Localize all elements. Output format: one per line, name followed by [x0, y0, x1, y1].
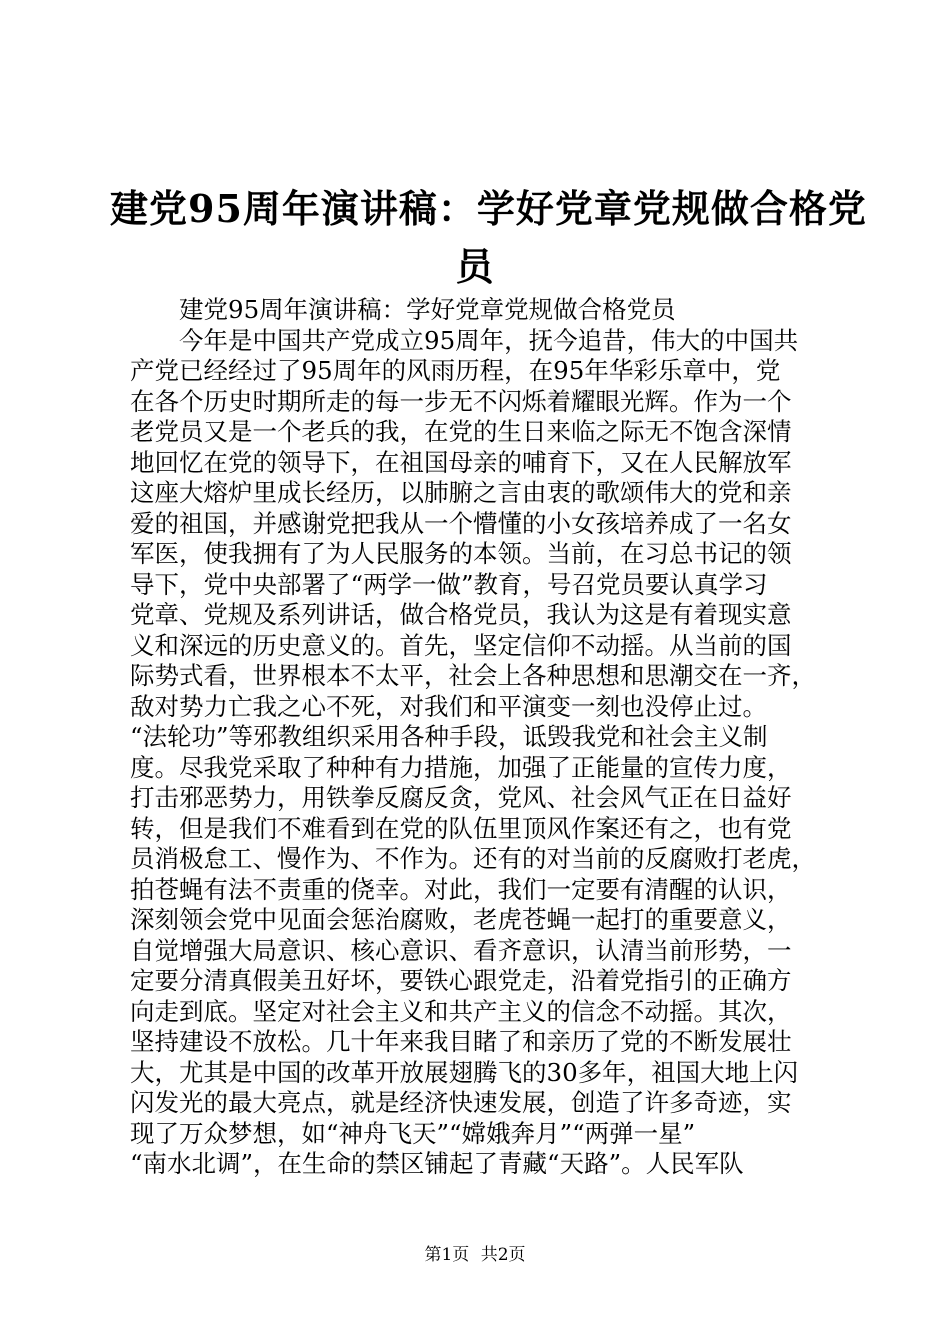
- paragraph-line: 拍苍蝇有法不责重的侥幸。对此，我们一定要有清醒的认识，: [130, 874, 792, 904]
- paragraph-line: 际势式看，世界根本不太平，社会上各种思想和思潮交在一齐，: [130, 661, 816, 690]
- document-body: [130, 295, 830, 1180]
- paragraph-line: 现了万众梦想，如“神舟飞天”“嫦娥奔月”“两弹一星”: [130, 1118, 696, 1148]
- title-line-2: 员: [455, 244, 495, 289]
- paragraph-line: 军医，使我拥有了为人民服务的本领。当前，在习总书记的领: [130, 539, 792, 568]
- paragraph-line: 义和深远的历史意义的。首先，坚定信仰不动摇。从当前的国: [130, 630, 792, 660]
- page-total: 共2页: [480, 1245, 526, 1265]
- paragraph-line: 产党已经经过了95周年的风雨历程，在95年华彩乐章中，党: [130, 356, 781, 385]
- paragraph-line: “法轮功”等邪教组织采用各种手段，诋毁我党和社会主义制: [130, 722, 768, 751]
- paragraph-line: 自觉增强大局意识、核心意识、看齐意识，认清当前形势，一: [130, 935, 792, 965]
- paragraph-line: 深刻领会党中见面会惩治腐败，老虎苍蝇一起打的重要意义，: [130, 905, 792, 934]
- paragraph-line: 度。尽我党采取了种种有力措施，加强了正能量的宣传力度，: [130, 752, 792, 782]
- paragraph-line: 员消极怠工、慢作为、不作为。还有的对当前的反腐败打老虎，: [130, 844, 816, 873]
- paragraph-line: 闪发光的最大亮点，就是经济快速发展，创造了许多奇迹，实: [130, 1088, 792, 1117]
- paragraph-line: 转，但是我们不难看到在党的队伍里顶风作案还有之，也有党: [130, 813, 792, 843]
- document-title: [110, 180, 867, 296]
- paragraph-line: 地回忆在党的领导下，在祖国母亲的哺育下，又在人民解放军: [130, 447, 792, 477]
- paragraph-line: 坚持建设不放松。几十年来我目睹了和亲历了党的不断发展壮: [130, 1027, 792, 1056]
- paragraph-line: 定要分清真假美丑好坏，要铁心跟党走，沿着党指引的正确方: [130, 966, 792, 995]
- title-line-1: 建党95周年演讲稿：学好党章党规做合格党: [110, 186, 867, 231]
- page-number: 第1页: [424, 1245, 470, 1265]
- paragraph-line: 老党员又是一个老兵的我，在党的生日来临之际无不饱含深情: [130, 417, 792, 446]
- paragraph-line: 今年是中国共产党成立95周年，抚今追昔，伟大的中国共: [179, 325, 799, 355]
- paragraph-line: 党章、党规及系列讲话，做合格党员，我认为这是有着现实意: [130, 600, 792, 629]
- paragraph-line: 在各个历史时期所走的每一步无不闪烁着耀眼光辉。作为一个: [130, 386, 792, 416]
- paragraph-line: 打击邪恶势力，用铁拳反腐反贪，党风、社会风气正在日益好: [130, 783, 792, 812]
- paragraph-line: 大，尤其是中国的改革开放展翅腾飞的30多年，祖国大地上闪: [130, 1057, 799, 1087]
- page-footer: [0, 1245, 950, 1265]
- paragraph-line: 导下，党中央部署了“两学一做”教育，号召党员要认真学习: [130, 569, 768, 599]
- paragraph-line: “南水北调”，在生命的禁区铺起了青藏“天路”。人民军队: [130, 1149, 744, 1178]
- paragraph-line: 爱的祖国，并感谢党把我从一个懵懂的小女孩培养成了一名女: [130, 508, 792, 538]
- paragraph-line: 敌对势力亡我之心不死，对我们和平演变一刻也没停止过。: [130, 691, 767, 721]
- paragraph-line: 这座大熔炉里成长经历，以肺腑之言由衷的歌颂伟大的党和亲: [130, 478, 792, 507]
- subtitle-line: 建党95周年演讲稿：学好党章党规做合格党员: [179, 295, 676, 324]
- paragraph-line: 向走到底。坚定对社会主义和共产主义的信念不动摇。其次，: [130, 996, 792, 1026]
